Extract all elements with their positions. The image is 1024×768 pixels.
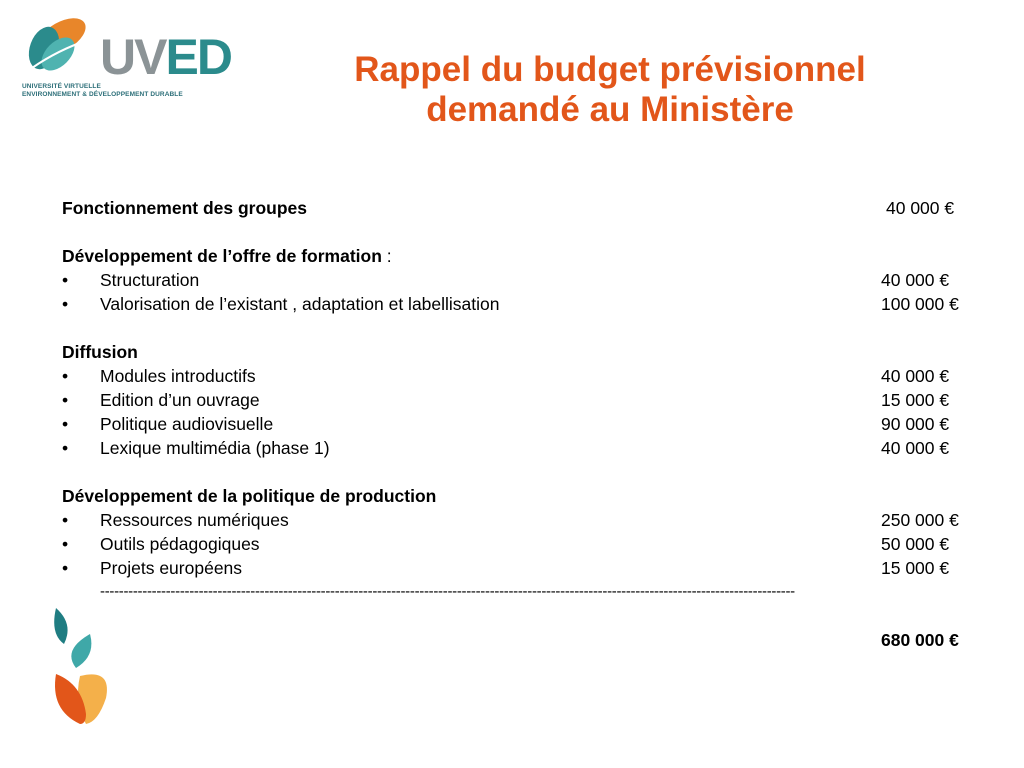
- item-amount: 15 000 €: [881, 558, 950, 578]
- item-amount: 40 000 €: [881, 438, 950, 458]
- item-amount: 15 000 €: [881, 390, 950, 410]
- uved-leaf-icon: [18, 10, 108, 85]
- item-label: Outils pédagogiques: [100, 534, 260, 554]
- bullet: •: [62, 510, 69, 530]
- item-label: Valorisation de l’existant , adaptation et labellisation: [100, 294, 500, 314]
- diffusion-heading-row: [62, 340, 982, 364]
- list-item: [62, 532, 982, 556]
- item-label: Modules introductifs: [100, 366, 256, 386]
- fonctionnement-amount: 40 000 €: [886, 198, 955, 218]
- slide-title: [300, 50, 920, 130]
- offre-heading: Développement de l’offre de formation: [62, 246, 382, 266]
- total-amount: 680 000 €: [881, 630, 959, 650]
- bullet: •: [62, 390, 69, 410]
- item-amount: 90 000 €: [881, 414, 950, 434]
- list-item: [62, 508, 982, 532]
- logo-subtitle-line1: UNIVERSITÉ VIRTUELLE: [22, 83, 101, 90]
- item-label: Structuration: [100, 270, 200, 290]
- fonctionnement-row: [62, 196, 982, 220]
- bullet: •: [62, 414, 69, 434]
- uved-logo: [18, 10, 231, 105]
- bullet: •: [62, 534, 69, 554]
- list-item: [62, 292, 982, 316]
- item-amount: 100 000 €: [881, 294, 959, 314]
- bullet: •: [62, 558, 69, 578]
- bullet: •: [62, 366, 69, 386]
- item-amount: 40 000 €: [881, 270, 950, 290]
- logo-subtitle-line2: ENVIRONNEMENT & DÉVELOPPEMENT DURABLE: [22, 91, 183, 98]
- offre-heading-suffix: :: [381, 246, 392, 266]
- item-label: Lexique multimédia (phase 1): [100, 438, 330, 458]
- logo-wordmark: [100, 29, 231, 85]
- separator-row: [62, 580, 982, 604]
- item-label: Politique audiovisuelle: [100, 414, 274, 434]
- decorative-leaves: [46, 606, 116, 726]
- leaves-icon: [46, 606, 116, 726]
- bullet: •: [62, 438, 69, 458]
- logo-ed-text: ED: [165, 29, 231, 85]
- fonctionnement-label: Fonctionnement des groupes: [62, 198, 308, 218]
- item-label: Edition d’un ouvrage: [100, 390, 260, 410]
- diffusion-heading: Diffusion: [62, 342, 138, 362]
- list-item: [62, 556, 982, 580]
- item-label: Ressources numériques: [100, 510, 289, 530]
- list-item: [62, 388, 982, 412]
- list-item: [62, 268, 982, 292]
- production-heading-row: [62, 484, 982, 508]
- logo-uv-text: UV: [100, 29, 166, 85]
- item-amount: 40 000 €: [881, 366, 950, 386]
- total-row: [62, 628, 982, 652]
- bullet: •: [62, 270, 69, 290]
- offre-heading-row: [62, 244, 982, 268]
- slide-title-line2: demandé au Ministère: [426, 90, 794, 129]
- list-item: [62, 412, 982, 436]
- production-heading: Développement de la politique de production: [62, 486, 437, 506]
- separator-line: ----------------------------------------------------------------------------------------------------------------------------------------------------: [100, 583, 795, 600]
- list-item: [62, 436, 982, 460]
- bullet: •: [62, 294, 69, 314]
- logo-subtitle: [22, 83, 183, 99]
- budget-list: [62, 196, 982, 652]
- list-item: [62, 364, 982, 388]
- slide-title-line1: Rappel du budget prévisionnel: [354, 50, 866, 89]
- item-amount: 50 000 €: [881, 534, 950, 554]
- item-amount: 250 000 €: [881, 510, 959, 530]
- item-label: Projets européens: [100, 558, 243, 578]
